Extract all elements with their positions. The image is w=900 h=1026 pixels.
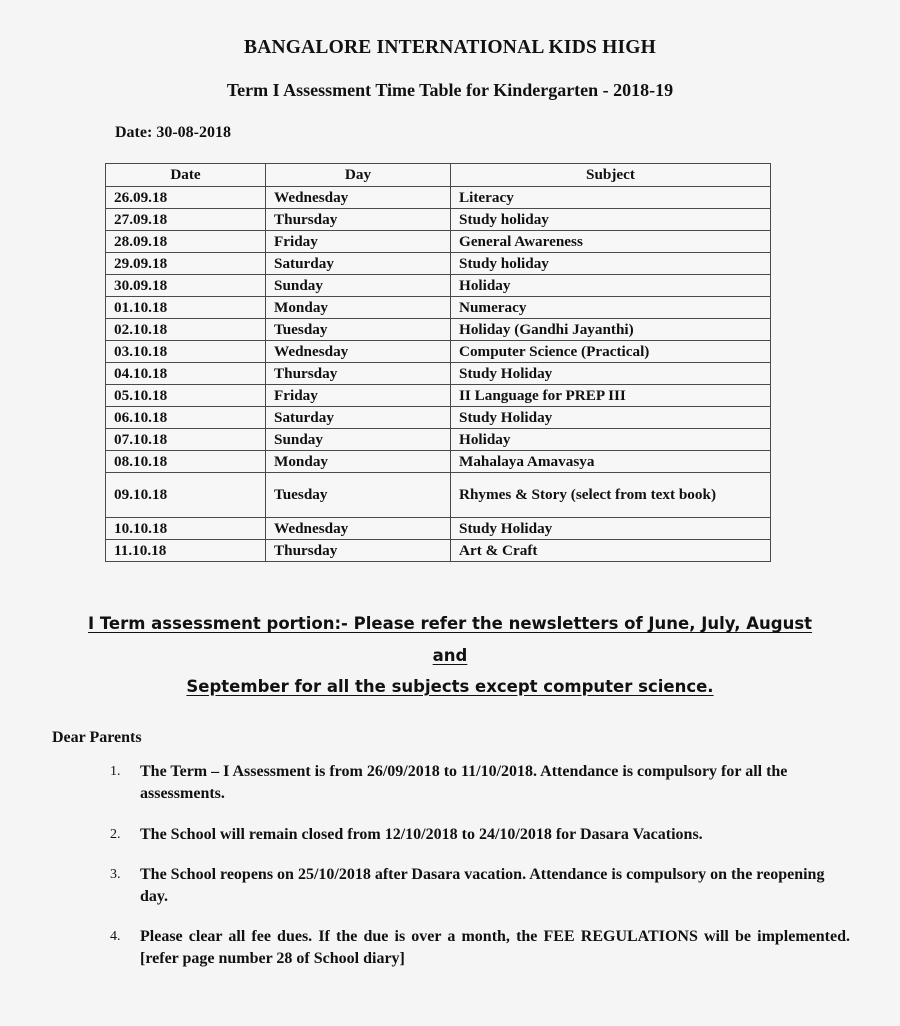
timetable-body (106, 187, 771, 562)
cell-subject: Study holiday (451, 209, 771, 231)
page-title: BANGALORE INTERNATIONAL KIDS HIGH (243, 37, 657, 58)
table-row (106, 363, 771, 385)
cell-subject: Computer Science (Practical) (451, 341, 771, 363)
cell-day: Wednesday (266, 341, 451, 363)
table-row (106, 429, 771, 451)
list-item: Please clear all fee dues. If the due is over a month, the FEE REGULATIONS will be implemented. [refer page number 28 of School diary] (140, 927, 850, 967)
cell-day: Tuesday (266, 473, 451, 518)
cell-date: 05.10.18 (106, 385, 266, 407)
parent-notes-list (0, 747, 900, 970)
cell-day: Monday (266, 297, 451, 319)
cell-day: Monday (266, 451, 451, 473)
timetable-container (0, 142, 900, 562)
cell-day: Sunday (266, 429, 451, 451)
cell-date: 08.10.18 (106, 451, 266, 473)
page-subtitle: Term I Assessment Time Table for Kindergarten - 2018-19 (226, 80, 674, 101)
table-row (106, 407, 771, 429)
table-row (106, 385, 771, 407)
cell-day: Saturday (266, 407, 451, 429)
column-header-day: Day (266, 164, 451, 187)
cell-subject: II Language for PREP III (451, 385, 771, 407)
cell-subject: Holiday (451, 429, 771, 451)
table-row (106, 451, 771, 473)
cell-subject: Holiday (Gandhi Jayanthi) (451, 319, 771, 341)
table-row (106, 253, 771, 275)
column-header-date: Date (106, 164, 266, 187)
cell-day: Thursday (266, 540, 451, 562)
list-item: The School reopens on 25/10/2018 after Dasara vacation. Attendance is compulsory on the reopening day. (140, 865, 825, 905)
cell-date: 29.09.18 (106, 253, 266, 275)
cell-date: 09.10.18 (106, 473, 266, 518)
cell-day: Friday (266, 385, 451, 407)
table-row (106, 540, 771, 562)
cell-subject: Literacy (451, 187, 771, 209)
cell-subject: Study Holiday (451, 363, 771, 385)
portion-note-line-2: September for all the subjects except computer science. (186, 676, 714, 696)
table-row (106, 231, 771, 253)
table-row (106, 297, 771, 319)
cell-date: 02.10.18 (106, 319, 266, 341)
cell-day: Wednesday (266, 187, 451, 209)
cell-subject: Rhymes & Story (select from text book) (451, 473, 771, 518)
cell-subject: Holiday (451, 275, 771, 297)
cell-date: 04.10.18 (106, 363, 266, 385)
cell-date: 01.10.18 (106, 297, 266, 319)
cell-subject: Numeracy (451, 297, 771, 319)
cell-date: 10.10.18 (106, 518, 266, 540)
cell-date: 06.10.18 (106, 407, 266, 429)
cell-day: Saturday (266, 253, 451, 275)
table-header-row (106, 164, 771, 187)
assessment-portion-note (0, 562, 900, 702)
issue-date: Date: 30-08-2018 (115, 123, 231, 141)
cell-date: 03.10.18 (106, 341, 266, 363)
portion-note-line-1: I Term assessment portion:- Please refer the newsletters of June, July, August and (87, 614, 813, 665)
cell-date: 11.10.18 (106, 540, 266, 562)
cell-date: 07.10.18 (106, 429, 266, 451)
cell-date: 30.09.18 (106, 275, 266, 297)
cell-date: 27.09.18 (106, 209, 266, 231)
cell-day: Wednesday (266, 518, 451, 540)
table-row (106, 209, 771, 231)
salutation: Dear Parents (52, 729, 142, 747)
cell-date: 26.09.18 (106, 187, 266, 209)
assessment-timetable (105, 163, 771, 562)
column-header-subject: Subject (451, 164, 771, 187)
cell-subject: Study holiday (451, 253, 771, 275)
cell-subject: Study Holiday (451, 407, 771, 429)
cell-subject: Art & Craft (451, 540, 771, 562)
cell-subject: General Awareness (451, 231, 771, 253)
table-row (106, 473, 771, 518)
list-item: The School will remain closed from 12/10/2018 to 24/10/2018 for Dasara Vacations. (140, 825, 703, 843)
table-row (106, 518, 771, 540)
cell-subject: Mahalaya Amavasya (451, 451, 771, 473)
table-row (106, 319, 771, 341)
table-row (106, 341, 771, 363)
cell-day: Thursday (266, 363, 451, 385)
cell-day: Friday (266, 231, 451, 253)
list-item: The Term – I Assessment is from 26/09/2018 to 11/10/2018. Attendance is compulsory for all the assessments. (140, 763, 788, 803)
cell-day: Tuesday (266, 319, 451, 341)
cell-day: Sunday (266, 275, 451, 297)
table-row (106, 275, 771, 297)
cell-date: 28.09.18 (106, 231, 266, 253)
table-row (106, 187, 771, 209)
cell-subject: Study Holiday (451, 518, 771, 540)
cell-day: Thursday (266, 209, 451, 231)
